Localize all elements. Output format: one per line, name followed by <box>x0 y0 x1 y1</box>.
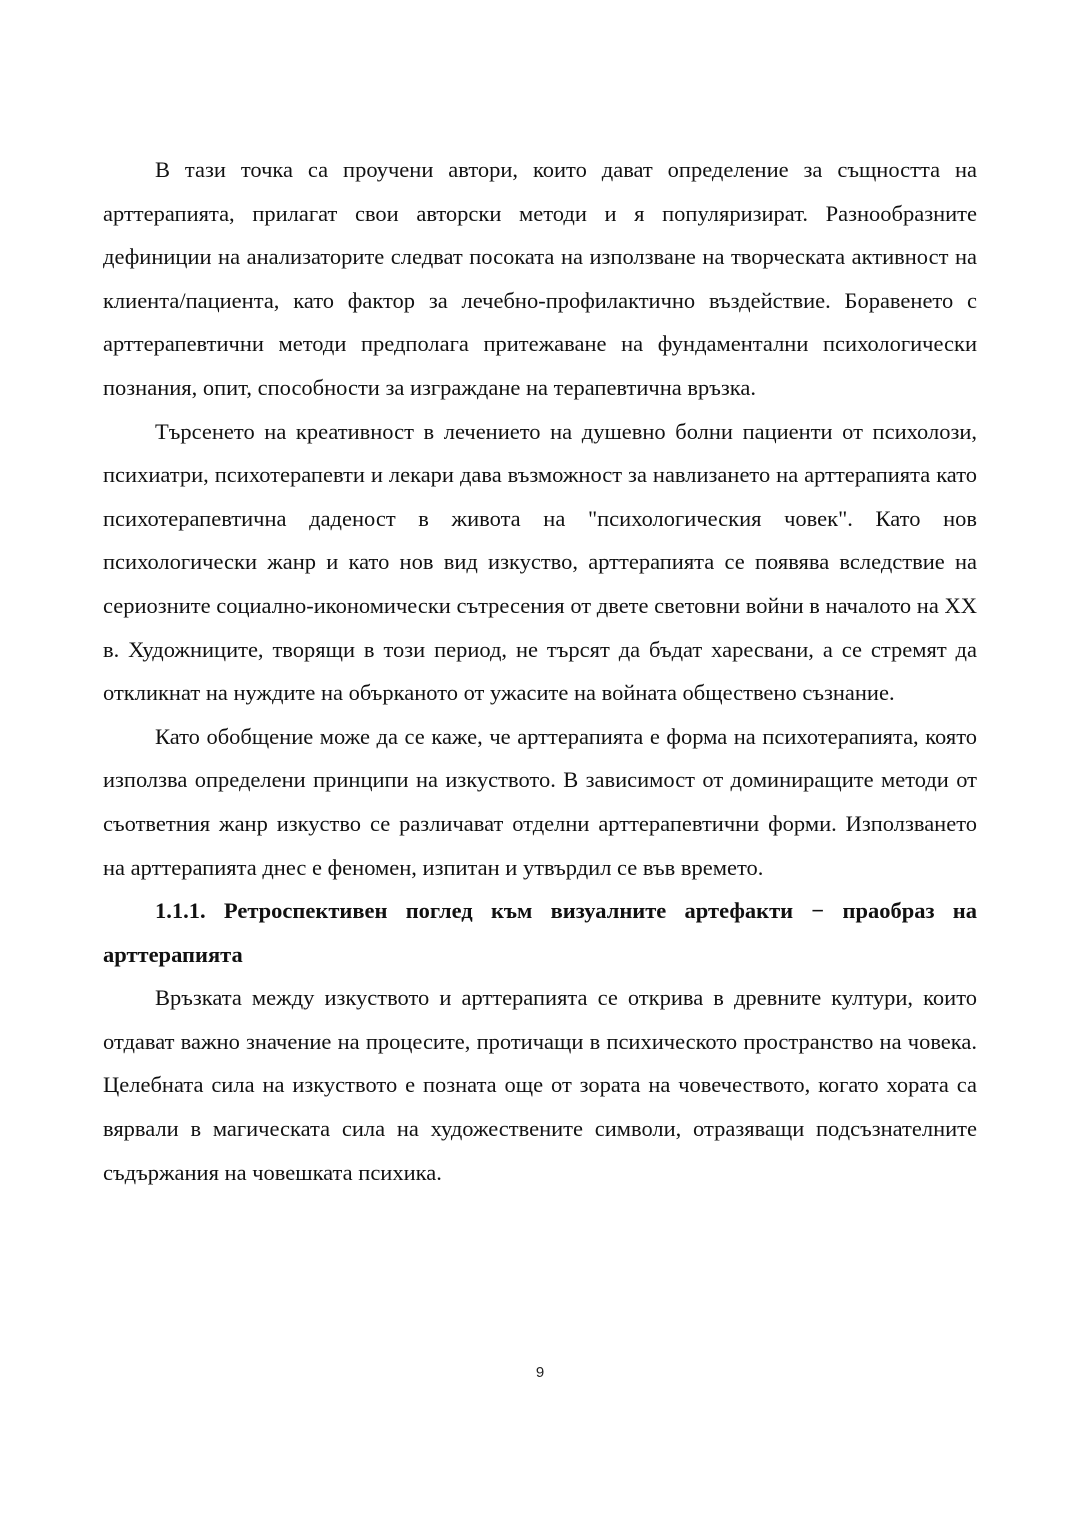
page-number: 9 <box>535 1364 545 1381</box>
paragraph-4: Връзката между изкуството и арттерапията се открива в древните култури, които отдават важно значение на процесите, протичащи в психическото пространство на човека. Целебната сила на изкуството е позната още от зората на човечеството, когато хората са вярвали в магическата сила на художествените символи, отразяващи подсъзнателните съдържания на човешката психика. <box>103 985 977 1185</box>
paragraph-2: Търсенето на креативност в лечението на душевно болни пациенти от психолози, психиатри, психотерапевти и лекари дава възможност за навлизането на арттерапията като психотерапевтична даденост в живота на "психологическия човек". Като нов психологически жанр и като нов вид изкуство, арттерапията се появява вследствие на сериозните социално-икономически сътресения от двете световни войни в началото на XX в. Художниците, творящи в този период, не търсят да бъдат харесвани, а се стремят да откликнат на нуждите на обърканото от ужасите на войната обществено съзнание. <box>103 418 977 706</box>
section-heading: 1.1.1. Ретроспективен поглед към визуалните артефакти − праобраз на арттерапията <box>103 898 977 967</box>
document-body <box>103 148 977 1194</box>
paragraph-3: Като обобщение може да се каже, че арттерапията е форма на психотерапията, която използва определени принципи на изкуството. В зависимост от доминиращите методи от съответния жанр изкуство се различават отделни арттерапевтични форми. Използването на арттерапията днес е феномен, изпитан и утвърдил се във времето. <box>103 723 977 880</box>
paragraph-1: В тази точка са проучени автори, които дават определение за същността на арттерапията, прилагат свои авторски методи и я популяризират. Разнообразните дефиниции на анализаторите следват посоката на използване на творческата активност на клиента/пациента, като фактор за лечебно-профилактично въздействие. Боравенето с арттерапевтични методи предполага притежаване на фундаментални психологически познания, опит, способности за изграждане на терапевтична връзка. <box>103 157 977 400</box>
